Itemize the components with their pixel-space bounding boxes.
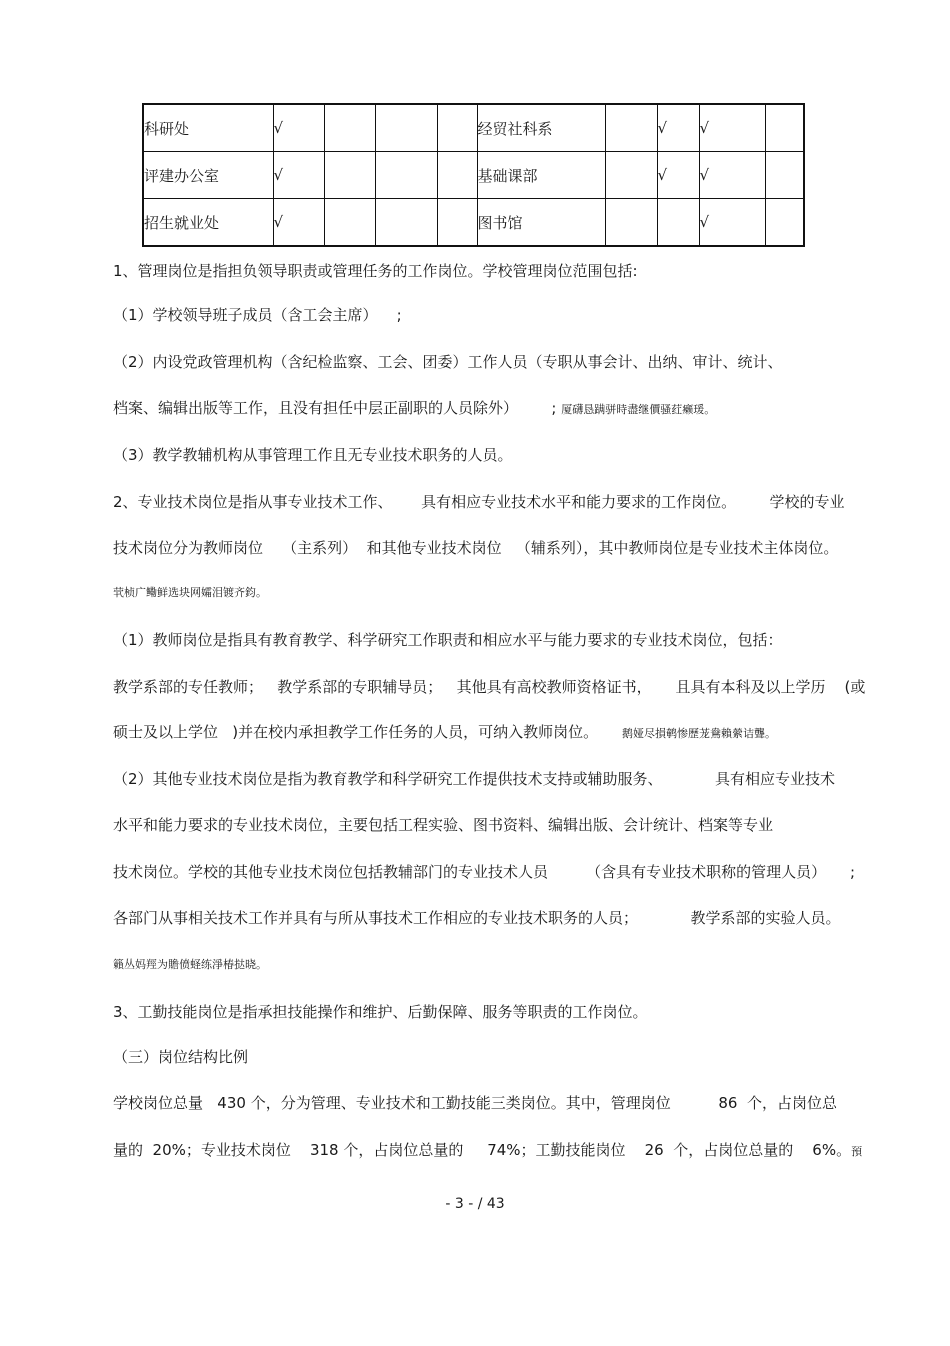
para-2-item-2-cont2: 技术岗位。学校的其他专业技术岗位包括教辅部门的专业技术人员 （含具有专业技术职称的管理人员） ; (113, 863, 856, 881)
check-cell (437, 152, 477, 199)
check-cell (765, 199, 804, 247)
post-table (142, 103, 805, 247)
dept-name-cell: 招生就业处 (143, 199, 273, 247)
garbled-text: 預 (851, 1145, 863, 1158)
section-heading-structure: （三）岗位结构比例 (113, 1048, 249, 1066)
check-cell: √ (273, 104, 324, 152)
table-row (143, 104, 804, 152)
check-cell: √ (699, 104, 765, 152)
para-2-item-1-cont: 教学系部的专任教师； 教学系部的专职辅导员； 其他具有高校教师资格证书， 且具有本科及以上学历 (或 (113, 678, 866, 696)
check-cell: √ (699, 152, 765, 199)
check-cell (437, 199, 477, 247)
para-3-service: 3、工勤技能岗位是指承担技能操作和维护、后勤保障、服务等职责的工作岗位。 (113, 1003, 648, 1021)
para-1-mgmt: 1、管理岗位是指担负领导职责或管理任务的工作岗位。学校管理岗位范围包括: (113, 262, 638, 280)
dept-name-cell: 图书馆 (477, 199, 605, 247)
garbled-text: 茕桢广鳓鲜选块网孀泪镀齐鈞。 (113, 586, 267, 599)
check-cell (605, 104, 657, 152)
check-cell: √ (657, 152, 699, 199)
garbled-text: 籟丛妈羥为贍偾蛏练淨椿挞晓。 (113, 958, 267, 971)
check-cell (375, 104, 437, 152)
check-cell (765, 104, 804, 152)
check-cell: √ (657, 104, 699, 152)
check-cell (605, 199, 657, 247)
check-cell (324, 152, 375, 199)
check-cell: √ (273, 152, 324, 199)
para-2-tech-cont: 技术岗位分为教师岗位 （主系列） 和其他专业技术岗位 （辅系列），其中教师岗位是专业技术主体岗位。 (113, 539, 839, 557)
garbled-text: 鹅娅尽損鹌惨歷茏鴦賴縈诘聾。 (622, 727, 777, 740)
check-cell (657, 199, 699, 247)
para-2-tech: 2、专业技术岗位是指从事专业技术工作、 具有相应专业技术水平和能力要求的工作岗位。 学校的专业 (113, 493, 845, 511)
dept-name-cell: 经贸社科系 (477, 104, 605, 152)
check-cell: √ (273, 199, 324, 247)
para-1-item-3: （3）教学教辅机构从事管理工作且无专业技术职务的人员。 (113, 446, 513, 464)
dept-name-cell: 基础课部 (477, 152, 605, 199)
page-number: - 3 - / 43 (445, 1196, 505, 1212)
table-row (143, 199, 804, 247)
para-1-item-1: （1）学校领导班子成员（含工会主席） ; (113, 306, 402, 324)
para-2-item-2: （2）其他专业技术岗位是指为教育教学和科学研究工作提供技术支持或辅助服务、 具有相应专业技术 (113, 770, 835, 788)
check-cell (605, 152, 657, 199)
check-cell (765, 152, 804, 199)
dept-name-cell: 评建办公室 (143, 152, 273, 199)
para-2-item-1: （1）教师岗位是指具有教育教学、科学研究工作职责和相应水平与能力要求的专业技术岗位，包括： (113, 631, 783, 649)
check-cell: √ (699, 199, 765, 247)
para-2-item-2-cont: 水平和能力要求的专业技术岗位，主要包括工程实验、图书资料、编辑出版、会计统计、档案等专业 (113, 816, 774, 834)
para-1-item-2: （2）内设党政管理机构（含纪检监察、工会、团委）工作人员（专职从事会计、出纳、审计、统计、 (113, 353, 783, 371)
para-1-item-2-cont: 档案、编辑出版等工作，且没有担任中层正副职的人员除外） ; 厦礴恳蹒骈時盡继價骚荭癞瑗。 (113, 399, 716, 417)
garbled-text: 厦礴恳蹒骈時盡继價骚荭癞瑗。 (561, 403, 716, 416)
check-cell (324, 104, 375, 152)
para-structure-cont: 量的 20%；专业技术岗位 318 个，占岗位总量的 74%；工勤技能岗位 26 个，占岗位总量的 6%。預 (113, 1141, 863, 1159)
check-cell (437, 104, 477, 152)
table-row (143, 152, 804, 199)
para-2-item-1-end: 硕士及以上学位 )并在校内承担教学工作任务的人员，可纳入教师岗位。 鹅娅尽損鹌惨歷茏鴦賴縈诘聾。 (113, 723, 777, 741)
dept-name-cell: 科研处 (143, 104, 273, 152)
check-cell (324, 199, 375, 247)
para-structure: 学校岗位总量 430 个，分为管理、专业技术和工勤技能三类岗位。其中，管理岗位 86 个，占岗位总 (113, 1094, 838, 1112)
check-cell (375, 199, 437, 247)
check-cell (375, 152, 437, 199)
para-2-item-2-end: 各部门从事相关技术工作并具有与所从事技术工作相应的专业技术职务的人员； 教学系部的实验人员。 (113, 909, 841, 927)
